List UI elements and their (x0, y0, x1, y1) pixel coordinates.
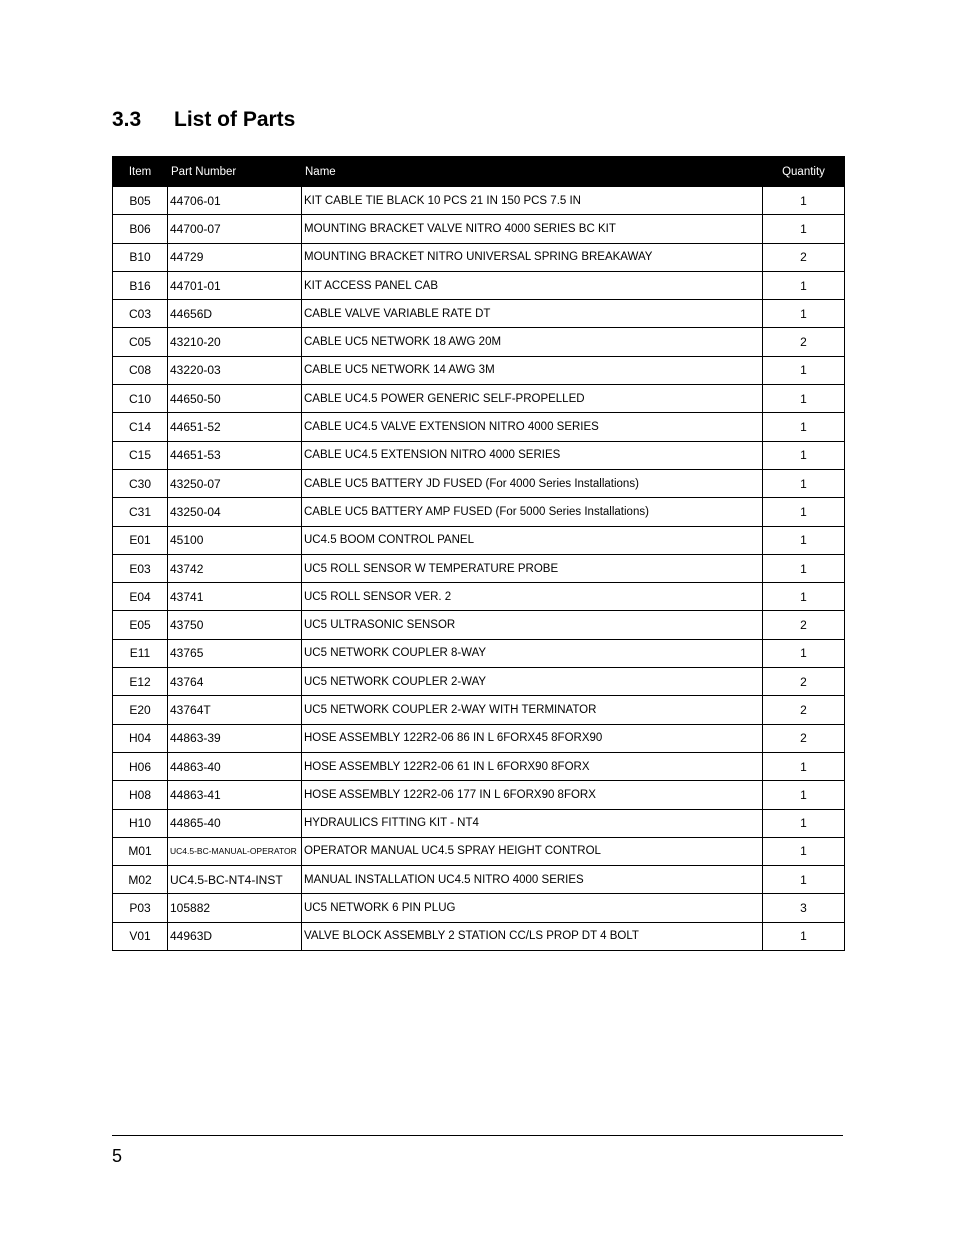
cell-part-number: 105882 (168, 894, 302, 922)
table-row (113, 668, 845, 696)
cell-item: B05 (113, 187, 168, 215)
page-number: 5 (112, 1146, 123, 1166)
cell-part-number: 43764 (168, 668, 302, 696)
cell-quantity: 2 (763, 611, 845, 639)
cell-item: H06 (113, 752, 168, 780)
cell-name: KIT ACCESS PANEL CAB (302, 271, 763, 299)
cell-part-number: 43220-03 (168, 356, 302, 384)
cell-name: MANUAL INSTALLATION UC4.5 NITRO 4000 SERIES (302, 866, 763, 894)
cell-quantity: 1 (763, 271, 845, 299)
cell-name: UC5 NETWORK COUPLER 2-WAY (302, 668, 763, 696)
section-title: List of Parts (174, 108, 296, 131)
cell-name: HOSE ASSEMBLY 122R2-06 61 IN L 6FORX90 8FORX (302, 752, 763, 780)
cell-quantity: 1 (763, 441, 845, 469)
table-row (113, 611, 845, 639)
cell-part-number: 44700-07 (168, 215, 302, 243)
cell-quantity: 1 (763, 837, 845, 865)
cell-part-number: 43742 (168, 554, 302, 582)
cell-name: CABLE UC4.5 VALVE EXTENSION NITRO 4000 SERIES (302, 413, 763, 441)
cell-item: M02 (113, 866, 168, 894)
cell-item: B10 (113, 243, 168, 271)
parts-table-header (113, 157, 845, 187)
cell-quantity: 1 (763, 526, 845, 554)
cell-name: CABLE UC5 BATTERY JD FUSED (For 4000 Series Installations) (302, 469, 763, 497)
cell-name: HYDRAULICS FITTING KIT - NT4 (302, 809, 763, 837)
cell-item: C05 (113, 328, 168, 356)
cell-item: C08 (113, 356, 168, 384)
cell-item: E20 (113, 696, 168, 724)
cell-name: UC5 NETWORK COUPLER 8-WAY (302, 639, 763, 667)
cell-quantity: 1 (763, 469, 845, 497)
cell-quantity: 1 (763, 922, 845, 950)
cell-name: CABLE VALVE VARIABLE RATE DT (302, 300, 763, 328)
cell-item: C10 (113, 385, 168, 413)
cell-part-number: UC4.5-BC-NT4-INST (168, 866, 302, 894)
cell-quantity: 2 (763, 328, 845, 356)
cell-part-number: 44863-39 (168, 724, 302, 752)
table-row (113, 837, 845, 865)
cell-quantity: 1 (763, 639, 845, 667)
header-row (113, 157, 845, 187)
table-row (113, 894, 845, 922)
cell-name: UC5 ROLL SENSOR W TEMPERATURE PROBE (302, 554, 763, 582)
table-row (113, 215, 845, 243)
cell-name: CABLE UC4.5 POWER GENERIC SELF-PROPELLED (302, 385, 763, 413)
table-row (113, 356, 845, 384)
cell-part-number: 44650-50 (168, 385, 302, 413)
table-row (113, 498, 845, 526)
cell-name: OPERATOR MANUAL UC4.5 SPRAY HEIGHT CONTROL (302, 837, 763, 865)
cell-name: CABLE UC5 NETWORK 18 AWG 20M (302, 328, 763, 356)
cell-quantity: 3 (763, 894, 845, 922)
table-row (113, 752, 845, 780)
cell-part-number: 43250-07 (168, 469, 302, 497)
table-row (113, 469, 845, 497)
cell-item: E12 (113, 668, 168, 696)
cell-name: VALVE BLOCK ASSEMBLY 2 STATION CC/LS PROP DT 4 BOLT (302, 922, 763, 950)
cell-quantity: 1 (763, 583, 845, 611)
table-row (113, 187, 845, 215)
cell-quantity: 1 (763, 752, 845, 780)
cell-part-number: 44729 (168, 243, 302, 271)
table-row (113, 271, 845, 299)
table-row (113, 300, 845, 328)
cell-quantity: 1 (763, 356, 845, 384)
cell-part-number: 44651-52 (168, 413, 302, 441)
cell-name: CABLE UC5 NETWORK 14 AWG 3M (302, 356, 763, 384)
cell-name: HOSE ASSEMBLY 122R2-06 86 IN L 6FORX45 8FORX90 (302, 724, 763, 752)
cell-quantity: 1 (763, 215, 845, 243)
cell-name: CABLE UC4.5 EXTENSION NITRO 4000 SERIES (302, 441, 763, 469)
cell-part-number: 44863-41 (168, 781, 302, 809)
cell-name: CABLE UC5 BATTERY AMP FUSED (For 5000 Series Installations) (302, 498, 763, 526)
table-row (113, 385, 845, 413)
section-heading (112, 108, 295, 132)
cell-item: C15 (113, 441, 168, 469)
column-header-name: Name (302, 157, 763, 187)
cell-quantity: 1 (763, 554, 845, 582)
table-row (113, 413, 845, 441)
cell-name: UC4.5 BOOM CONTROL PANEL (302, 526, 763, 554)
cell-name: UC5 NETWORK 6 PIN PLUG (302, 894, 763, 922)
cell-part-number: 44701-01 (168, 271, 302, 299)
cell-item: C31 (113, 498, 168, 526)
cell-name: MOUNTING BRACKET VALVE NITRO 4000 SERIES BC KIT (302, 215, 763, 243)
footer-divider (112, 1135, 843, 1136)
cell-quantity: 2 (763, 668, 845, 696)
parts-table (112, 156, 845, 951)
column-header-quantity: Quantity (763, 157, 845, 187)
cell-name: UC5 ROLL SENSOR VER. 2 (302, 583, 763, 611)
cell-quantity: 1 (763, 300, 845, 328)
table-row (113, 922, 845, 950)
cell-part-number: 43250-04 (168, 498, 302, 526)
table-row (113, 781, 845, 809)
table-row (113, 696, 845, 724)
cell-quantity: 1 (763, 413, 845, 441)
cell-part-number: 43210-20 (168, 328, 302, 356)
cell-item: B06 (113, 215, 168, 243)
table-row (113, 526, 845, 554)
cell-item: H08 (113, 781, 168, 809)
cell-part-number: 44656D (168, 300, 302, 328)
cell-name: MOUNTING BRACKET NITRO UNIVERSAL SPRING BREAKAWAY (302, 243, 763, 271)
parts-table-body (113, 187, 845, 951)
cell-quantity: 2 (763, 243, 845, 271)
cell-part-number: 44963D (168, 922, 302, 950)
cell-quantity: 1 (763, 866, 845, 894)
cell-item: E01 (113, 526, 168, 554)
cell-part-number: 43741 (168, 583, 302, 611)
cell-item: E03 (113, 554, 168, 582)
table-row (113, 328, 845, 356)
cell-part-number: 45100 (168, 526, 302, 554)
table-row (113, 243, 845, 271)
cell-part-number: 43765 (168, 639, 302, 667)
cell-quantity: 1 (763, 498, 845, 526)
table-row (113, 724, 845, 752)
cell-name: HOSE ASSEMBLY 122R2-06 177 IN L 6FORX90 8FORX (302, 781, 763, 809)
cell-part-number: 43764T (168, 696, 302, 724)
table-row (113, 554, 845, 582)
cell-item: C14 (113, 413, 168, 441)
cell-item: B16 (113, 271, 168, 299)
cell-quantity: 1 (763, 809, 845, 837)
cell-quantity: 1 (763, 781, 845, 809)
cell-item: M01 (113, 837, 168, 865)
cell-part-number: 44706-01 (168, 187, 302, 215)
cell-item: E04 (113, 583, 168, 611)
table-row (113, 809, 845, 837)
cell-quantity: 2 (763, 696, 845, 724)
cell-quantity: 1 (763, 187, 845, 215)
table-row (113, 583, 845, 611)
column-header-part-number: Part Number (168, 157, 302, 187)
cell-name: UC5 NETWORK COUPLER 2-WAY WITH TERMINATOR (302, 696, 763, 724)
cell-part-number: 44651-53 (168, 441, 302, 469)
table-row (113, 639, 845, 667)
cell-item: E05 (113, 611, 168, 639)
cell-item: E11 (113, 639, 168, 667)
table-row (113, 866, 845, 894)
section-number: 3.3 (112, 108, 142, 131)
cell-item: V01 (113, 922, 168, 950)
cell-part-number: 43750 (168, 611, 302, 639)
cell-quantity: 1 (763, 385, 845, 413)
cell-item: C30 (113, 469, 168, 497)
cell-item: P03 (113, 894, 168, 922)
cell-name: UC5 ULTRASONIC SENSOR (302, 611, 763, 639)
cell-name: KIT CABLE TIE BLACK 10 PCS 21 IN 150 PCS 7.5 IN (302, 187, 763, 215)
cell-item: H10 (113, 809, 168, 837)
cell-quantity: 2 (763, 724, 845, 752)
cell-part-number: UC4.5-BC-MANUAL-OPERATOR (168, 837, 302, 865)
table-row (113, 441, 845, 469)
cell-part-number: 44863-40 (168, 752, 302, 780)
cell-item: H04 (113, 724, 168, 752)
cell-part-number: 44865-40 (168, 809, 302, 837)
cell-item: C03 (113, 300, 168, 328)
column-header-item: Item (113, 157, 168, 187)
